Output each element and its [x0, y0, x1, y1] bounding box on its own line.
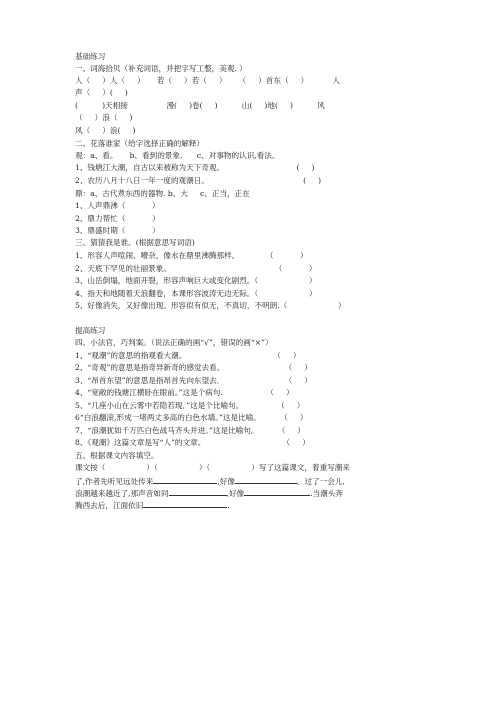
q3-item: 1、形容人声喧闹、嘈杂，像水在鼎里沸腾那样。 （ ）: [75, 251, 308, 260]
q1-row: （ ）浪（ ): [75, 113, 133, 122]
q2-item: 1、人声鼎沸（ ）: [75, 201, 160, 210]
section-heading-advanced: 提高练习: [75, 326, 106, 335]
section-heading-basic: 基础练习: [75, 52, 106, 61]
fill-blank[interactable]: [169, 487, 227, 496]
q5-text: 了,作者先听见远处传来: [75, 477, 154, 486]
q4-item: 8、《观潮》这篇文章是写“人”的文章。 （ ）: [75, 438, 310, 447]
q2-item: 2、鼎力帮忙（ ）: [75, 214, 160, 223]
q1-row: ( )天相接 漫( )卷( ) 山( )地( ) 风: [75, 101, 325, 110]
q1-row: 声（ ）( ): [75, 88, 128, 97]
q5-text: ,好像: [217, 477, 235, 486]
fill-blank[interactable]: [235, 475, 297, 484]
q5-text: .当潮头奔: [310, 489, 343, 498]
q5-text: 腾西去后，江面依旧: [75, 501, 144, 510]
q2-item: 3、鼎盛时期（ ）: [75, 226, 160, 235]
q4-item: 6“白浪翻滚,形成一堵两丈多高的白色水墙。”这是比喻。 （ ）: [75, 413, 308, 422]
q5-line: [75, 499, 230, 511]
q1-row: 人（ ）人（ ） 若（ ）若（ ） （ ）首东（ ） 人: [75, 76, 340, 85]
q5-text: ,好像: [226, 489, 245, 498]
q5-text: 浪潮越来越近了,那声音如同: [75, 489, 169, 498]
question-3-title: 三、猜猜我是谁。(根据意思写词语): [75, 238, 195, 247]
q2-item: 2、农历八月十八日一年一度的观潮日。 ( ): [75, 176, 322, 185]
fill-blank[interactable]: [244, 487, 310, 496]
question-1-title: 一、词海拾贝（补充词语，并把字写工整，美观. ）: [75, 64, 247, 73]
q4-item: 4、“宽敞的钱塘江横卧在眼前。”这是个病句. （ ）: [75, 388, 294, 397]
q5-line: [75, 475, 345, 487]
question-4-title: 四、小法官，巧判案。（说法正确的画“√”，错误的画“×”）: [75, 338, 273, 347]
q2-item: 1、钱塘江大潮，自古以来被称为天下奇观。 ( ): [75, 163, 315, 172]
q3-item: 3、山岳倒塌，地面开裂，形容声响巨大或变化剧烈。（ ）: [75, 276, 317, 285]
q3-item: 2、天底下罕见的壮丽景象。 （ ）: [75, 264, 317, 273]
fill-blank[interactable]: [143, 499, 230, 510]
q4-item: 3、“昂首东望”的意思是指昂首先向东望去． （ ）: [75, 376, 312, 385]
q3-item: 4、指天和地随着天浪翻卷，本课形容波涛无边无际。（ ）: [75, 289, 317, 298]
q2-definition-ding: 鼎：a、古代煮东西的器物. b、大 c、正当，正在: [75, 189, 250, 198]
q5-line: 课文按（ ）（ ）（ ）写了这篇课文，着重写潮来: [75, 463, 350, 472]
q2-definition-guan: 观：a、看。 b、看到的景象. c、对事物的认识,看法。: [75, 151, 280, 160]
q5-line: [75, 487, 343, 499]
q5-text: 。过了一会儿,: [296, 477, 345, 486]
question-5-title: 五、根据课文内容填空。: [75, 451, 159, 460]
q5-text: .: [227, 501, 230, 510]
q1-row: 风（ ）浪( ): [75, 126, 136, 135]
q4-item: 7、“浪潮犹如千万匹白色战马齐头并进。”这是比喻句。 （ ）: [75, 426, 306, 435]
q3-item: 5、好像消失，又好像出现。形容似有似无，不真切，不明朗.（ ）: [75, 301, 346, 310]
q4-item: 5、“几座小山在云雾中若隐若现．”这是个比喻句。 （ ）: [75, 401, 305, 410]
q4-item: 1、“观潮”的意思的指观看大潮。 （ ）: [75, 351, 301, 360]
question-2-title: 二、花落谁家（给字选择正确的解释）: [75, 139, 205, 148]
fill-blank[interactable]: [153, 475, 217, 484]
q4-item: 2、“奇观”的意思是指奇异新奇的感觉去看。 （ ）: [75, 363, 312, 372]
